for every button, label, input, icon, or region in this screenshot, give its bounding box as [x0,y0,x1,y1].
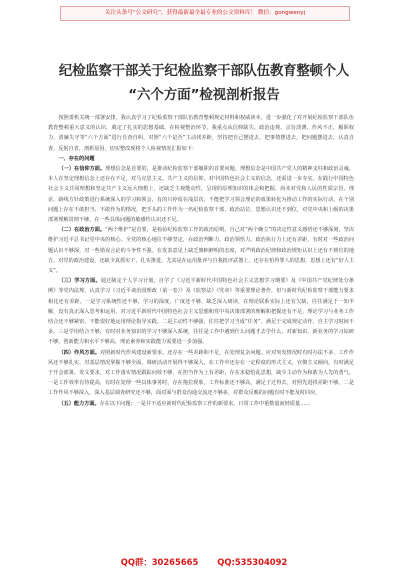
subsection-lead: （三）学习方面。 [58,278,101,285]
section-heading: 一、存在的问题 [58,155,95,162]
subsection-paragraph [48,225,354,276]
subsection-text: 对照新时代作风建设新要求，还存在一些差距和不足，在处理复杂问题、应对突发情况时有时办法不多，工作作风还不够扎实，对基层情况掌握不够全面，调研活动开展得不够深入，在工作中还存在一定程度的形式主义、官僚主义倾向，有时满足于开会部署、发文要求，对工作落实情况跟踪问效不够，在担当作为上有差距，存在求稳怕乱思想，缺少主动作为和敢为人先的勇气。一是工作效率有待提高，有时在处理一些具体事务时，存在拖拉现象，工作标准还不够高，满足于过得去，对照先进找差距不够。二是工作作风不够深入，深入基层调查研究还不够，面对面与群众沟通交流还不够多，对群众反映的问题有时不能及时回应。 [48,349,355,397]
qq-number: QQ:535304092 [217,557,288,567]
subsection-text: 理想信念是首要的，是推动纪检监察干部履职的首要问题。理想信念是中国共产党人的精神支柱和政治灵魂。本人在坚定理想信念上还存在不足，对马克思主义、共产主义的信仰，对中国特色社会主义的信念，还需进一步夯实。在践行中国特色社会主义共同理想和坚定共产主义远大理想上，还缺乏主观能动性，呈现的原理知识的体会和把握，尚未对党和人民的性质宗旨、理论、路线方针政策进行系统深入的学习和领会，有的只停留在浅层次，不能把学习领会理论的成果转化为推动工作的实际行动，在个别问题上存在不敢担当、不敢作为的情况，把手头的工作作为一名纪检监察干部，政治站位、思想认识还不到位，对党中央和上级的决策部署理解贯彻不够，在一些具体问题的敏感性认识还不足。 [48,166,355,224]
promo-banner: 关注头条号“公文研究”，获得最新最全最专业的公文资料库！ 微信：gongwenyj [60,6,350,21]
subsection-text: 存在以下问题：一是并不适应新时代纪检监察工作的新要求，日常工作中重数量而轻质量…… [99,400,311,407]
subsection-lead: （一）在信仰方面。 [58,166,106,173]
subsection-paragraph [48,348,354,399]
subsection-text: 通过制定个人学习计划，自学了《习近平新时代中国特色社会主义思想学习纲要》及《中国共产党纪律处分条例》等党内法规，认真学习《习近平谈治国理政（第一卷）》及《监察法》《党章》等重要理论著作，但与新时代纪检监察干部能力要求相比还有差距。一是学习系统性还不够，学习的深度、广度还不够，缺乏深入研读，在理论联系实际上还有欠缺，往往满足于一知半解，没有真正深入思考和运用，对习近平新时代中国特色社会主义思想和党中央决策部署的理解和把握还有不足，理论学习与业务工作结合还不够紧密，不能很好地运用理论指导实践。二是主动性不够强，往往把学习当成“任务”，满足于完成规定动作，自主学习时间不多。三是学用结合不够，有时对业务知识的学习不够深入系统，往往是工作中遇到什么问题才去学什么，对新知识、新业务的学习钻研不够，创新能力和水平不够高，理论素养和实践能力需要进一步加强。 [48,278,354,346]
subsection-text: “两个维护”是首要，是检验纪检监察工作的政治原则。自己对“两个确立”的决定性意义感悟还不够深刻，坚决维护习近平总书记党中央的核心、全党的核心地位不够坚定，在政治判断力、政治领悟力、政治执行力上还有差距，有时对一些政治问题认识不够深，对一些错误言论的斗争性不强，在发表意见上缺乏旗帜鲜明的态度，对严明政治纪律和政治规矩认识上还有不到位的地方。对党的政治建设，还缺少真抓实干、扎实推进，尤其是在运用批评与自我批评武器上，还存在怕得罪人的思想，思想上还有“好人主义”。 [48,227,354,275]
contact-footer [0,556,408,568]
subsection-paragraph [48,276,354,347]
subsection-paragraph [48,164,354,225]
subsection-lead: （四）作风方面。 [58,349,100,356]
subsection-lead: （二）在政治方面。 [58,227,106,234]
subsection-paragraph [48,399,354,409]
intro-paragraph: 按照委机关统一部署安排，我认真学习了纪检监察干部队伍教育整顿规定材料和权威读本，进一步强化了对开展纪检监察干部队伍教育整顿重大意义的认识，奠定了扎实的思想基础。在检视整治环节，我重点从信仰缺失、政治违规、宗旨淡薄、作风不正、履职权力、清廉失守等“六个方面”进行自查自纠，对照“六个是否”主动找差距，坚持把自己摆进去，把事情摆进去，把问题摆进去，认真自查，反躬自省，剖析原因，切实整改现将个人检视情况汇报如下： [48,115,354,152]
document-title-line-1: 纪检监察干部关于纪检监察干部队伍教育整顿个人 [58,64,350,79]
qq-group-number: QQ群：30265665 [120,557,199,567]
document-body [48,113,354,409]
document-title-line-2: “六个方面”检视剖析报告 [128,88,280,103]
subsection-lead: （五）能力方面。 [58,400,100,407]
